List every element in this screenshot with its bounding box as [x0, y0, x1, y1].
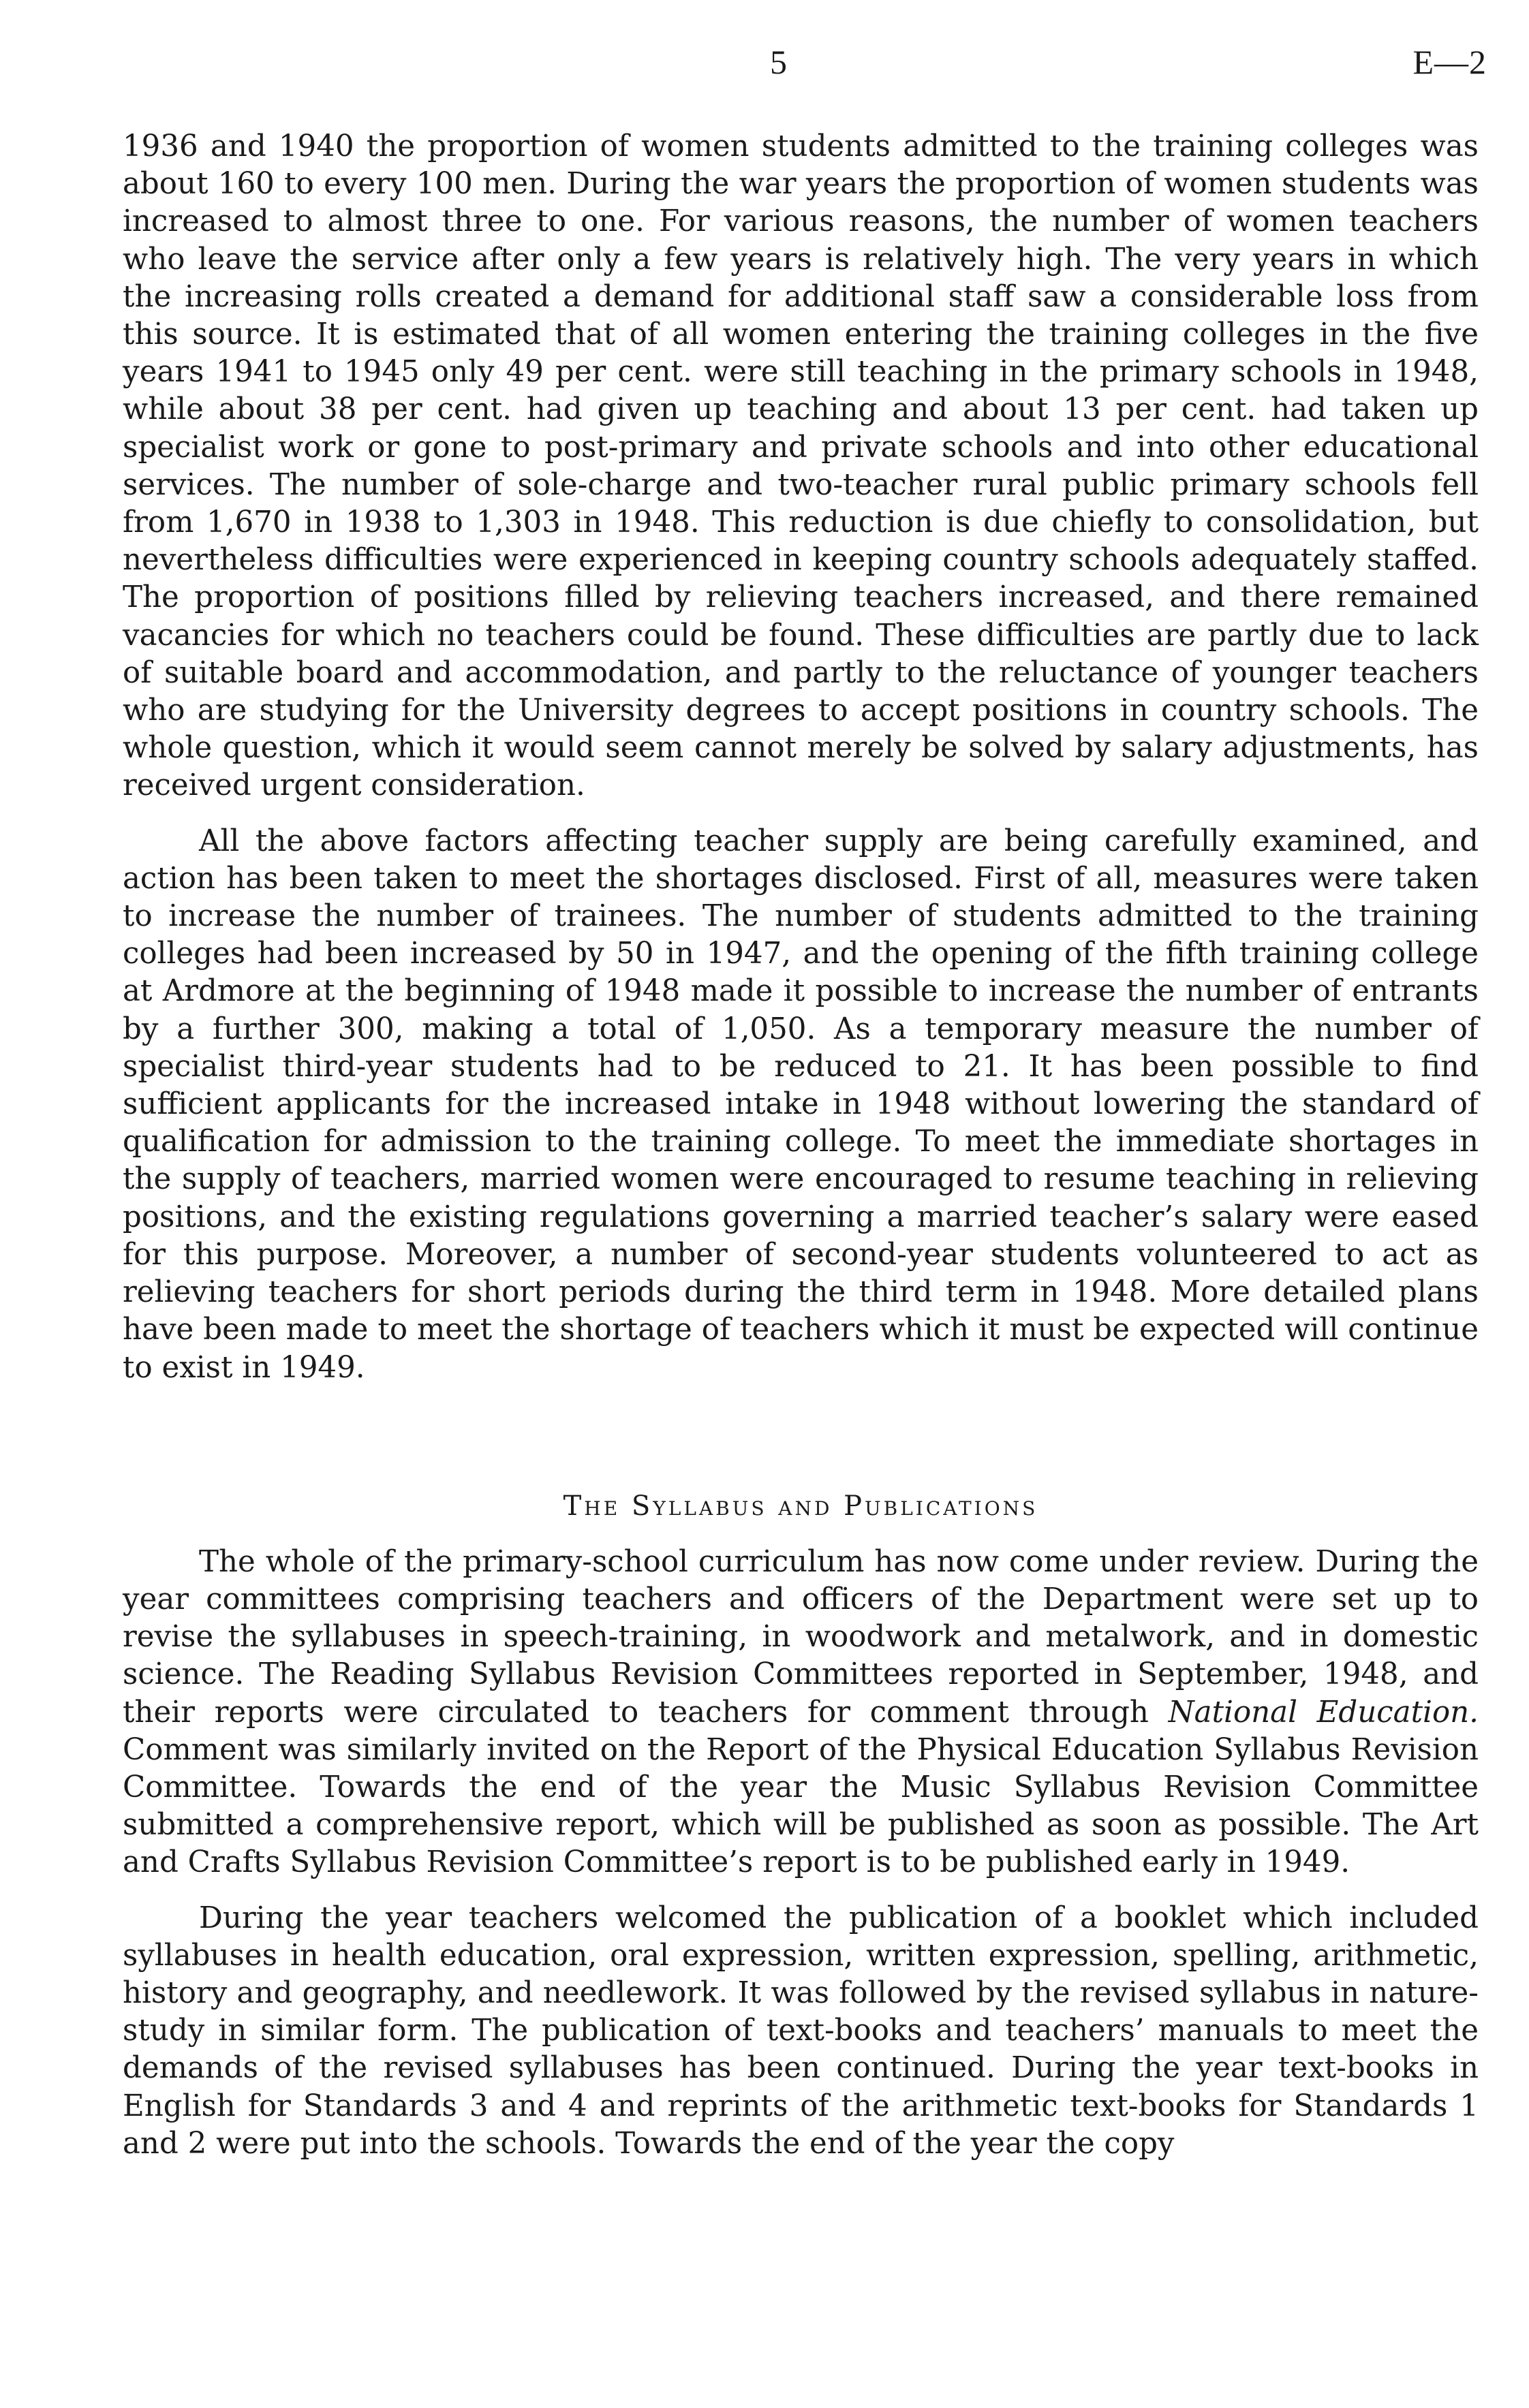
curriculum-text-end: Comment was similarly invited on the Report of the Physical Education Syllabus Revision Committee. Towards the end of the year the Music Syllabus Revision Committee submitted a comprehensive report, which will be published as soon as possible. The Art and Crafts Syllabus Revision Committee’s report is to be published early in 1949.	[123, 1732, 1479, 1880]
body-text	[123, 128, 1479, 2163]
page-number: 5	[770, 43, 787, 81]
section-heading-syllabus: The Syllabus and Publications	[563, 1490, 1038, 1522]
paragraph-spacer	[123, 805, 1479, 823]
document-reference: E—2	[1412, 43, 1487, 81]
paragraph-curriculum-review	[123, 1544, 1479, 1882]
curriculum-text-start: The whole of the primary-school curriculum has now come under review. During the year committees comprising teachers and officers of the Department were set up to revise the syllabuses in speech-training, in woodwork and metalwork, and in domestic science. The Reading Syllabus Revision Committees reported in September, 1948, and their reports were circulated to teachers for comment through	[123, 1544, 1479, 1730]
section-spacer	[123, 1387, 1479, 1489]
paragraph-teacher-supply: All the above factors affecting teacher supply are being carefully examined, and action has been taken to meet the shortages disclosed. First of all, measures were taken to increase the number of trainees. The number of students admitted to the training colleges had been increased by 50 in 1947, and the opening of the fifth training college at Ardmore at the beginning of 1948 made it possible to increase the number of entrants by a further 300, making a total of 1,050. As a temporary measure the number of specialist third-year students had to be reduced to 21. It has been possible to find sufficient applicants for the increased intake in 1948 without lowering the standard of qualification for admission to the training college. To meet the immediate shortages in the supply of teachers, married women were encouraged to resume teaching in relieving positions, and the existing regulations governing a married teacher’s salary were eased for this purpose. Moreover, a number of second-year students volunteered to act as relieving teachers for short periods during the third term in 1948. More detailed plans have been made to meet the shortage of teachers which it must be expected will continue to exist in 1949.	[123, 824, 1479, 1385]
paragraph-publications: During the year teachers welcomed the publication of a booklet which included syllabuses in health education, oral expression, written expression, spelling, arithmetic, history and geography, and needlework. It was followed by the revised syllabus in nature-study in similar form. The publication of text-books and teachers’ manuals to meet the demands of the revised syllabuses has been continued. During the year text-books in English for Standards 3 and 4 and reprints of the arithmetic text-books for Standards 1 and 2 were put into the schools. Towards the end of the year the copy	[123, 1901, 1479, 2161]
paragraph-women-students: 1936 and 1940 the proportion of women students admitted to the training colleges was about 160 to every 100 men. During the war years the proportion of women students was increased to almost three to one. For various reasons, the number of women teachers who leave the service after only a few years is relatively high. The very years in which the increasing rolls created a demand for additional staff saw a considerable loss from this source. It is estimated that of all women entering the training colleges in the five years 1941 to 1945 only 49 per cent. were still teaching in the primary schools in 1948, while about 38 per cent. had given up teaching and about 13 per cent. had taken up specialist work or gone to post-primary and private schools and into other educational services. The number of sole-charge and two-teacher rural public primary schools fell from 1,670 in 1938 to 1,303 in 1948. This reduction is due chiefly to consolidation, but nevertheless difficulties were experienced in keeping country schools adequately staffed. The proportion of positions filled by relieving teachers increased, and there remained vacancies for which no teachers could be found. These difficulties are partly due to lack of suitable board and accommodation, and partly to the reluctance of younger teachers who are studying for the University degrees to accept positions in country schools. The whole question, which it would seem cannot merely be solved by salary adjustments, has received urgent consideration.	[123, 129, 1479, 803]
heading-spacer	[123, 1523, 1479, 1544]
paragraph-spacer	[123, 1882, 1479, 1900]
journal-title: National Education.	[1168, 1695, 1479, 1730]
